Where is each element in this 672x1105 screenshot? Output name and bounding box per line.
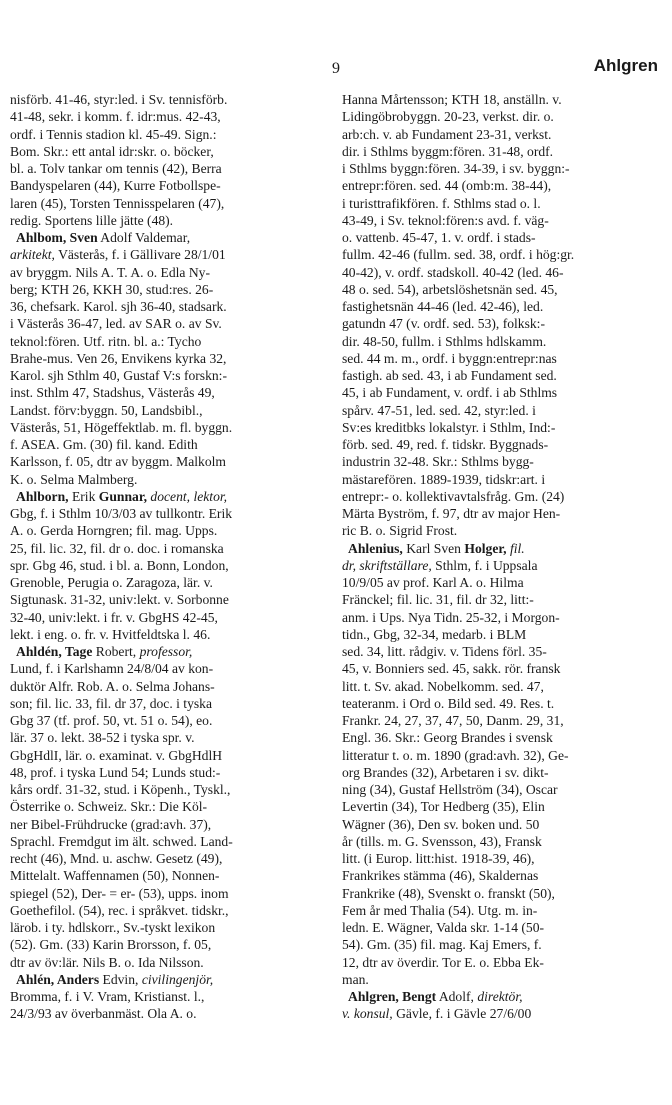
- text-run: Sprachl. Fremdgut im ält. schwed. Land-: [10, 833, 233, 849]
- text-line: [342, 971, 664, 988]
- text-run: ric B. o. Sigrid Frost.: [342, 523, 458, 539]
- text-line: [342, 902, 664, 919]
- text-line: [342, 126, 664, 143]
- text-line: [10, 522, 315, 539]
- text-line: [342, 298, 664, 315]
- text-run: år (tills. m. G. Svensson, 43), Fransk: [342, 833, 542, 849]
- text-run: sed. 34, litt. rådgiv. v. Tidens förl. 35-: [342, 644, 547, 659]
- text-line: [342, 160, 664, 177]
- text-run: Lidingöbrobyggn. 20-23, verkst. dir. o.: [342, 109, 554, 125]
- entry-title: dr, skriftställare,: [342, 557, 432, 573]
- text-line: [10, 350, 315, 367]
- text-run: Sigtunask. 31-32, univ:lekt. v. Sorbonne: [10, 592, 229, 608]
- text-line: [10, 850, 315, 867]
- text-run: o. vattenb. 45-47, 1. v. ordf. i stads-: [342, 230, 536, 245]
- left-column: [10, 91, 315, 1023]
- text-run: Karol. sjh Sthlm 40, Gustaf V:s forskn:-: [10, 368, 227, 383]
- text-line: [10, 212, 315, 229]
- text-line: [10, 591, 315, 608]
- text-run: Bom. Skr.: ett antal idr:skr. o. böcker,: [10, 143, 214, 159]
- page-number: 9: [332, 60, 340, 77]
- text-run: i turisttrafikfören. f. Sthlms stad o. l.: [342, 195, 541, 211]
- text-line: [342, 315, 664, 332]
- text-run: (52). Gm. (33) Karin Brorsson, f. 05,: [10, 937, 212, 953]
- text-run: 10/9/05 av prof. Karl A. o. Hilma: [342, 575, 524, 590]
- text-run: Grenoble, Perugia o. Zaragoza, lär. v.: [10, 575, 213, 590]
- text-run: teknol:fören. Utf. ritn. bl. a.: Tycho: [10, 333, 202, 349]
- text-run: dir. i Sthlms byggm:fören. 31-48, ordf.: [342, 143, 554, 159]
- text-line: [10, 143, 315, 160]
- text-line: [10, 91, 315, 108]
- text-line: [10, 660, 315, 677]
- text-run: nisförb. 41-46, styr:led. i Sv. tennisförb.: [10, 92, 228, 107]
- text-run: inst. Sthlm 47, Stadshus, Västerås 49,: [10, 385, 215, 401]
- text-line: [10, 919, 315, 936]
- text-line: [342, 419, 664, 436]
- text-line: [342, 264, 664, 281]
- text-line: [10, 764, 315, 781]
- text-line: [342, 195, 664, 212]
- text-run: GbgHdlI, lär. o. examinat. v. GbgHdlH: [10, 747, 223, 763]
- text-line: [10, 246, 315, 263]
- text-line: [10, 574, 315, 591]
- text-line: [342, 626, 664, 643]
- text-line: [10, 264, 315, 281]
- text-run: Erik: [68, 488, 99, 504]
- text-run: 25, fil. lic. 32, fil. dr o. doc. i romanska: [10, 540, 224, 556]
- text-line: [342, 885, 664, 902]
- text-line: [342, 350, 664, 367]
- text-line: [10, 195, 315, 212]
- text-line: [10, 505, 315, 522]
- text-run: Bromma, f. i V. Vram, Kristianst. l.,: [10, 989, 205, 1004]
- text-line: [10, 712, 315, 729]
- text-line: [342, 471, 664, 488]
- text-run: gatundn 47 (v. ordf. sed. 53), folksk:-: [342, 316, 545, 332]
- text-run: Lund, f. i Karlshamn 24/8/04 av kon-: [10, 661, 214, 677]
- entry-title: civilingenjör,: [141, 971, 214, 987]
- text-run: 12, dtr av överdir. Tor E. o. Ebba Ek-: [342, 954, 544, 970]
- text-run: ner Bibel-Frühdrucke (grad:avh. 37),: [10, 816, 212, 832]
- text-run: A. o. Gerda Horngren; fil. mag. Upps.: [10, 523, 218, 539]
- text-line: [342, 919, 664, 936]
- text-run: förb. sed. 49, red. f. tidskr. Byggnads-: [342, 437, 549, 452]
- text-run: ordf. i Tennis stadion kl. 45-49. Sign.:: [10, 126, 217, 142]
- text-line: [342, 505, 664, 522]
- text-line: [10, 867, 315, 884]
- text-run: org Brandes (32), Arbetaren i sv. dikt-: [342, 764, 549, 780]
- text-line: [10, 954, 315, 971]
- text-line: [10, 298, 315, 315]
- text-run: entrepr:- o. kollektivavtalsfråg. Gm. (24): [342, 488, 565, 504]
- text-run: Österrike o. Schweiz. Skr.: Die Köl-: [10, 799, 208, 815]
- text-line: [342, 781, 664, 798]
- text-line: [342, 1005, 664, 1022]
- text-line: [10, 177, 315, 194]
- text-line: [342, 177, 664, 194]
- text-run: litteratur t. o. m. 1890 (grad:avh. 32), Ge-: [342, 747, 569, 763]
- text-run: i Sthlms byggn:fören. 34-39, i sv. byggn:-: [342, 161, 570, 176]
- text-run: fastigh. ab sed. 43, i ab Fundament sed.: [342, 368, 557, 383]
- text-run: 45, v. Bonniers sed. 45, sakk. rör. fransk: [342, 661, 561, 677]
- text-run: Frankrike (48), Svenskt o. franskt (50),: [342, 885, 555, 901]
- text-line: [342, 540, 664, 557]
- text-line: [342, 453, 664, 470]
- text-run: Fem år med Thalia (54). Utg. m. in-: [342, 902, 538, 918]
- text-line: [342, 747, 664, 764]
- text-run: Landst. förv:byggn. 50, Landsbibl.,: [10, 402, 203, 418]
- text-run: ledn. E. Wägner, Valda skr. 1-14 (50-: [342, 920, 545, 935]
- entry-headword: Ahlenius,: [342, 540, 403, 556]
- text-line: [10, 367, 315, 384]
- text-line: [10, 453, 315, 470]
- text-line: [342, 574, 664, 591]
- text-run: redig. Sportens lille jätte (48).: [10, 212, 174, 228]
- text-line: [342, 557, 664, 574]
- text-run: laren (45), Torsten Tennisspelaren (47),: [10, 195, 225, 211]
- text-line: [342, 867, 664, 884]
- text-line: [10, 160, 315, 177]
- text-line: [10, 540, 315, 557]
- text-run: Västerås, 51, Högeffektlab. m. fl. byggn.: [10, 419, 233, 435]
- text-run: 36, chefsark. Karol. sjh 36-40, stadsark.: [10, 299, 227, 314]
- text-line: [10, 384, 315, 401]
- text-line: [10, 643, 315, 660]
- text-line: [342, 643, 664, 660]
- text-run: kårs ordf. 31-32, stud. i Köpenh., Tyskl.,: [10, 782, 231, 797]
- text-line: [342, 246, 664, 263]
- text-run: dir. 48-50, fullm. i Sthlms hdlskamm.: [342, 333, 547, 349]
- text-line: [10, 816, 315, 833]
- text-line: [10, 108, 315, 125]
- entry-headword: Ahlborn,: [10, 488, 69, 504]
- text-line: [10, 798, 315, 815]
- text-line: [342, 367, 664, 384]
- text-run: arb:ch. v. ab Fundament 23-31, verkst.: [342, 126, 552, 142]
- text-line: [10, 936, 315, 953]
- text-run: Karlsson, f. 05, dtr av byggm. Malkolm: [10, 454, 226, 470]
- text-run: son; fil. lic. 33, fil. dr 37, doc. i tyska: [10, 695, 212, 711]
- text-line: [10, 609, 315, 626]
- text-run: 45, i ab Fundament, v. ordf. i ab Sthlms: [342, 385, 558, 401]
- text-line: [10, 229, 315, 246]
- text-line: [342, 108, 664, 125]
- text-run: sed. 44 m. m., ordf. i byggn:entrepr:nas: [342, 350, 557, 366]
- text-line: [342, 954, 664, 971]
- entry-headword: Holger,: [464, 540, 507, 556]
- running-head: Ahlgren: [593, 56, 658, 75]
- text-run: Sv:es kreditbks lokalstyr. i Sthlm, Ind:-: [342, 419, 556, 435]
- text-line: [342, 660, 664, 677]
- text-run: Mittelalt. Waffennamen (50), Nonnen-: [10, 868, 220, 884]
- text-run: Fränckel; fil. lic. 31, fil. dr 32, litt:-: [342, 592, 534, 608]
- entry-headword: Ahlbom, Sven: [10, 230, 98, 245]
- text-line: [10, 729, 315, 746]
- text-line: [342, 143, 664, 160]
- text-run: Adolf Valdemar,: [97, 230, 191, 245]
- text-line: [342, 816, 664, 833]
- text-line: [342, 695, 664, 712]
- text-run: Frankrikes stämma (46), Skaldernas: [342, 868, 539, 884]
- text-line: [342, 229, 664, 246]
- entry-title: professor,: [139, 644, 193, 659]
- text-line: [342, 488, 664, 505]
- text-line: [10, 281, 315, 298]
- text-run: lärob. i ty. hdlskorr., Sv.-tyskt lexikon: [10, 920, 216, 935]
- text-run: av bryggm. Nils A. T. A. o. Edla Ny-: [10, 264, 210, 280]
- text-run: berg; KTH 26, KKH 30, stud:res. 26-: [10, 281, 214, 297]
- text-line: [342, 281, 664, 298]
- text-run: duktör Alfr. Rob. A. o. Selma Johans-: [10, 678, 215, 694]
- text-run: lär. 37 o. lekt. 38-52 i tyska spr. v.: [10, 730, 195, 746]
- text-run: recht (46), Mnd. u. aschw. Gesetz (49),: [10, 851, 223, 866]
- text-line: [342, 522, 664, 539]
- text-line: [10, 885, 315, 902]
- entry-title: docent, lektor,: [147, 488, 228, 504]
- text-line: [10, 988, 315, 1005]
- text-line: [10, 833, 315, 850]
- text-run: 40-42), v. ordf. stadskoll. 40-42 (led. 46-: [342, 264, 564, 280]
- text-run: Engl. 36. Skr.: Georg Brandes i svensk: [342, 730, 553, 746]
- text-line: [10, 419, 315, 436]
- right-column: [342, 91, 664, 1023]
- text-run: Bandyspelaren (44), Kurre Fotbollspe-: [10, 178, 221, 194]
- text-line: [10, 902, 315, 919]
- text-run: K. o. Selma Malmberg.: [10, 471, 138, 487]
- text-run: Robert,: [92, 644, 140, 659]
- text-run: Karl Sven: [402, 540, 465, 556]
- text-run: 54). Gm. (35) fil. mag. Kaj Emers, f.: [342, 937, 542, 953]
- entry-headword: Ahlén, Anders: [10, 971, 100, 987]
- entry-title: arkitekt,: [10, 247, 55, 263]
- text-run: lekt. i eng. o. fr. v. Hvitfeldtska l. 46.: [10, 626, 211, 642]
- text-run: Märta Byström, f. 97, dtr av major Hen-: [342, 506, 561, 521]
- text-line: [10, 695, 315, 712]
- text-line: [342, 712, 664, 729]
- entry-headword: Ahlgren, Bengt: [342, 989, 437, 1004]
- text-run: anm. i Ups. Nya Tidn. 25-32, i Morgon-: [342, 609, 560, 625]
- text-line: [342, 764, 664, 781]
- text-run: Wägner (36), Den sv. boken und. 50: [342, 816, 540, 832]
- text-line: [10, 402, 315, 419]
- text-line: [10, 626, 315, 643]
- text-run: 43-49, i Sv. teknol:fören:s avd. f. väg-: [342, 212, 549, 228]
- entry-headword: Ahldén, Tage: [10, 644, 93, 659]
- text-run: fastighetsnän 44-46 (led. 42-46), led.: [342, 299, 544, 314]
- text-run: Goethefilol. (54), rec. i språkvet. tidskr.,: [10, 902, 229, 918]
- text-run: dtr av öv:lär. Nils B. o. Ida Nilsson.: [10, 954, 204, 970]
- text-run: 48 o. sed. 54), arbetslöshetsnän sed. 45,: [342, 281, 558, 297]
- text-line: [342, 678, 664, 695]
- text-line: [10, 488, 315, 505]
- text-run: mästarefören. 1889-1939, tidskr:art. i: [342, 471, 546, 487]
- text-line: [342, 384, 664, 401]
- text-run: litt. t. Sv. akad. Nobelkomm. sed. 47,: [342, 678, 544, 694]
- text-line: [342, 936, 664, 953]
- text-line: [10, 315, 315, 332]
- text-line: [342, 833, 664, 850]
- text-line: [342, 436, 664, 453]
- text-run: Edvin,: [99, 971, 142, 987]
- text-run: fullm. 42-46 (fullm. sed. 38, ordf. i hög:gr.: [342, 247, 575, 263]
- text-run: man.: [342, 971, 369, 987]
- text-run: ning (34), Gustaf Hellström (34), Oscar: [342, 782, 558, 797]
- text-line: [10, 678, 315, 695]
- text-run: 41-48, sekr. i komm. f. idr:mus. 42-43,: [10, 109, 221, 125]
- text-line: [342, 729, 664, 746]
- text-run: spårv. 47-51, led. sed. 42, styr:led. i: [342, 402, 536, 418]
- text-run: industrin 32-48. Skr.: Sthlms bygg-: [342, 454, 534, 470]
- text-run: spr. Gbg 46, stud. i bl. a. Bonn, London,: [10, 557, 229, 573]
- entry-title: v. konsul,: [342, 1006, 393, 1022]
- text-run: i Västerås 36-47, led. av SAR o. av Sv.: [10, 316, 222, 332]
- text-run: Frankr. 24, 27, 37, 47, 50, Danm. 29, 31,: [342, 713, 564, 728]
- text-line: [10, 971, 315, 988]
- text-line: [10, 1005, 315, 1022]
- text-run: spiegel (52), Der- = er- (53), upps. inom: [10, 885, 229, 901]
- text-line: [342, 591, 664, 608]
- entry-title: fil.: [506, 540, 525, 556]
- text-run: 32-40, univ:lekt. i fr. v. GbgHS 42-45,: [10, 609, 218, 625]
- text-line: [10, 557, 315, 574]
- text-run: teateranm. i Ord o. Bild sed. 49. Res. t.: [342, 695, 555, 711]
- text-run: Västerås, f. i Gällivare 28/1/01: [54, 247, 226, 263]
- text-line: [342, 402, 664, 419]
- text-run: Sthlm, f. i Uppsala: [431, 557, 538, 573]
- text-line: [342, 798, 664, 815]
- text-line: [342, 91, 664, 108]
- text-run: Levertin (34), Tor Hedberg (35), Elin: [342, 799, 545, 815]
- text-line: [10, 471, 315, 488]
- text-run: 48, prof. i tyska Lund 54; Lunds stud:-: [10, 764, 221, 780]
- text-run: f. ASEA. Gm. (30) fil. kand. Edith: [10, 437, 198, 452]
- text-line: [10, 333, 315, 350]
- text-run: 24/3/93 av överbanmäst. Ola A. o.: [10, 1006, 197, 1022]
- text-run: Brahe-mus. Ven 26, Envikens kyrka 32,: [10, 350, 227, 366]
- text-line: [342, 609, 664, 626]
- text-run: tidn., Gbg, 32-34, medarb. i BLM: [342, 626, 527, 642]
- text-line: [342, 850, 664, 867]
- text-line: [342, 333, 664, 350]
- text-line: [10, 126, 315, 143]
- text-run: Adolf,: [436, 989, 478, 1004]
- entry-headword: Gunnar,: [98, 488, 148, 504]
- text-run: bl. a. Tolv tankar om tennis (42), Berra: [10, 161, 222, 176]
- text-line: [10, 781, 315, 798]
- text-line: [342, 988, 664, 1005]
- text-run: entrepr:fören. sed. 44 (omb:m. 38-44),: [342, 178, 552, 194]
- text-run: Gbg 37 (tf. prof. 50, vt. 51 o. 54), eo.: [10, 713, 213, 728]
- text-run: Gävle, f. i Gävle 27/6/00: [392, 1006, 532, 1022]
- text-run: Gbg, f. i Sthlm 10/3/03 av tullkontr. Erik: [10, 506, 233, 521]
- text-line: [10, 747, 315, 764]
- text-line: [10, 436, 315, 453]
- text-run: Hanna Mårtensson; KTH 18, anställn. v.: [342, 92, 562, 107]
- text-run: litt. (i Europ. litt:hist. 1918-39, 46),: [342, 851, 535, 866]
- entry-title: direktör,: [477, 989, 523, 1004]
- text-line: [342, 212, 664, 229]
